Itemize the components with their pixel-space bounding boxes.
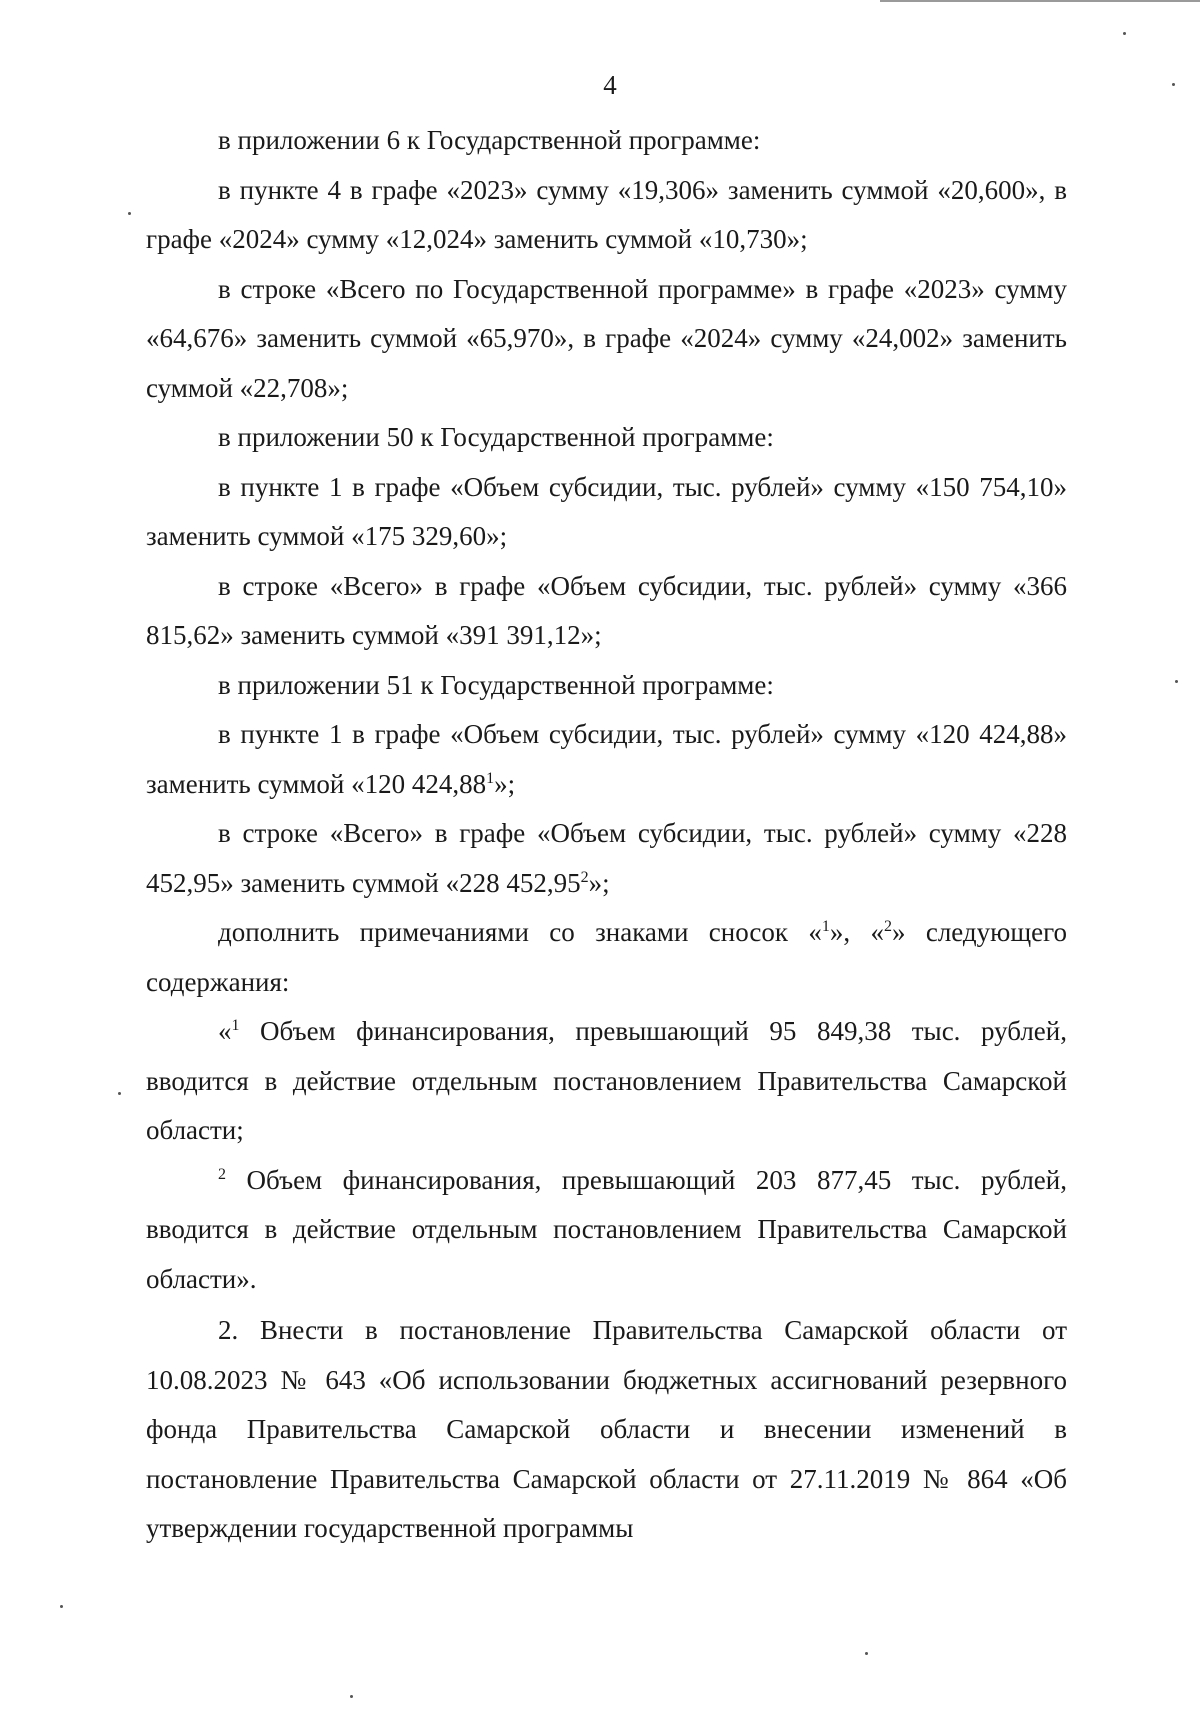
paragraph: в пункте 4 в графе «2023» сумму «19,306» заменить суммой «20,600», в графе «2024» сумму «12,024» заменить суммой «10,730»; <box>146 174 1067 254</box>
scan-speck <box>1175 680 1178 683</box>
footnote-mark: 2 <box>580 868 589 886</box>
scan-speck <box>60 1605 63 1608</box>
paragraph: в приложении 51 к Государственной программе: <box>218 669 774 700</box>
page-number: 4 <box>603 70 617 100</box>
footnote-mark: 1 <box>231 1017 240 1034</box>
footnote-paragraph: «$^1$ Объем финансирования, превышающий 95 849,38 тыс. рублей, вводится в действие отдельным постановлением Правительства Самарской области; <box>146 1016 1067 1145</box>
scan-speck <box>1123 32 1126 35</box>
footnote-mark: 2 <box>883 918 892 935</box>
scan-edge-line <box>880 0 1200 2</box>
scan-speck <box>128 212 131 215</box>
footnote-mark: 1 <box>821 918 830 935</box>
paragraph: в пункте 1 в графе «Объем субсидии, тыс. рублей» сумму «120 424,88» заменить суммой «120 424,88$^1$»; <box>146 719 1067 799</box>
footnote-mark: 1 <box>486 769 495 787</box>
document-body <box>146 116 1067 1554</box>
paragraph: в пункте 1 в графе «Объем субсидии, тыс. рублей» сумму «150 754,10» заменить суммой «175 329,60»; <box>146 471 1067 551</box>
paragraph: дополнить примечаниями со знаками сносок «$^1$», «$^2$» следующего содержания: <box>146 917 1068 997</box>
paragraph: в строке «Всего» в графе «Объем субсидии, тыс. рублей» сумму «228 452,95» заменить суммой «228 452,95$^2$»; <box>146 818 1067 898</box>
paragraph: в приложении 6 к Государственной программе: <box>218 125 761 155</box>
paragraph: в строке «Всего по Государственной программе» в графе «2023» сумму «64,676» заменить суммой «65,970», в графе «2024» сумму «24,002» заменить суммой «22,708»; <box>146 273 1067 403</box>
footnote-paragraph: $^2$ Объем финансирования, превышающий 203 877,45 тыс. рублей, вводится в действие отдельным постановлением Правительства Самарской области». <box>146 1164 1067 1294</box>
scan-speck <box>118 1092 121 1095</box>
paragraph: в приложении 50 к Государственной программе: <box>218 422 774 452</box>
paragraph: 2. Внести в постановление Правительства Самарской области от 10.08.2023 № 643 «Об использовании бюджетных ассигнований резервного фонда Правительства Самарской области и внесении изменений в постановление Правительства Самарской области от 27.11.2019 № 864 «Об утверждении государственной программы <box>146 1315 1067 1543</box>
footnote-mark: 2 <box>218 1165 226 1183</box>
scan-speck <box>1172 83 1175 86</box>
scan-speck <box>350 1695 353 1698</box>
paragraph: в строке «Всего» в графе «Объем субсидии, тыс. рублей» сумму «366 815,62» заменить суммой «391 391,12»; <box>146 570 1067 650</box>
scan-speck <box>865 1652 868 1655</box>
